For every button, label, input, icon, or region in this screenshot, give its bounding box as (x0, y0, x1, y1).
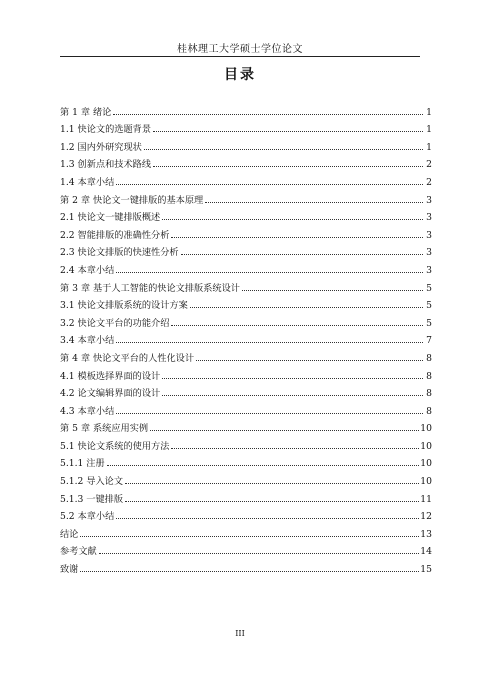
toc-entry[interactable] (60, 557, 432, 575)
toc-entry[interactable] (60, 364, 432, 382)
toc-entry-label: 3.2 快论文平台的功能介绍 (60, 317, 170, 329)
toc-entry-page: 8 (426, 388, 432, 400)
dot-leader (116, 183, 423, 185)
toc-entry[interactable] (60, 469, 432, 487)
dot-leader (116, 517, 419, 519)
dot-leader (205, 201, 423, 203)
toc-entry-label: 5.1.3 一键排版 (60, 493, 124, 505)
toc-entry-label: 3.4 本章小结 (60, 335, 115, 347)
dot-leader (190, 306, 423, 308)
toc-entry[interactable] (60, 294, 432, 312)
toc-entry-page: 2 (426, 176, 432, 188)
dot-leader (113, 113, 423, 115)
toc-entry-label: 2.4 本章小结 (60, 264, 115, 276)
dot-leader (80, 570, 419, 572)
toc-entry-page: 5 (426, 317, 432, 329)
toc-entry-label: 5.1.1 注册 (60, 458, 105, 470)
dot-leader (116, 271, 423, 273)
toc-entry-label: 致谢 (60, 564, 79, 576)
toc-entry[interactable] (60, 346, 432, 364)
toc-entry-page: 3 (426, 229, 432, 241)
toc-entry[interactable] (60, 188, 432, 206)
running-header: 桂林理工大学硕士学位论文 (177, 44, 303, 55)
dot-leader (162, 394, 423, 396)
dot-leader (242, 289, 423, 291)
toc-entry[interactable] (60, 276, 432, 294)
toc-entry-page: 7 (426, 335, 432, 347)
toc-entry-page: 10 (420, 476, 432, 488)
toc-entry-page: 1 (426, 124, 432, 136)
toc-entry-page: 15 (420, 564, 432, 576)
toc-entry[interactable] (60, 417, 432, 435)
toc-entry-page: 3 (426, 247, 432, 259)
dot-leader (196, 359, 423, 361)
toc-entry[interactable] (60, 223, 432, 241)
toc-entry[interactable] (60, 399, 432, 417)
toc-entry-page: 2 (426, 159, 432, 171)
dot-leader (116, 341, 423, 343)
toc-entry-label: 2.2 智能排版的准确性分析 (60, 229, 170, 241)
toc-entry-label: 1.1 快论文的选题背景 (60, 124, 152, 136)
toc-entry-label: 5.2 本章小结 (60, 511, 115, 523)
toc-entry[interactable] (60, 241, 432, 259)
toc-entry-label: 参考文献 (60, 546, 97, 558)
toc-entry-label: 2.1 快论文一键排版概述 (60, 212, 161, 224)
toc-entry-page: 8 (426, 405, 432, 417)
dot-leader (150, 429, 419, 431)
toc-entry-page: 13 (420, 528, 432, 540)
toc-entry-page: 3 (426, 212, 432, 224)
dot-leader (107, 464, 420, 466)
toc-entry-page: 14 (420, 546, 432, 558)
dot-leader (144, 148, 423, 150)
toc-entry-page: 8 (426, 370, 432, 382)
toc-entry[interactable] (60, 522, 432, 540)
toc-entry[interactable] (60, 118, 432, 136)
toc-entry-label: 1.4 本章小结 (60, 176, 115, 188)
toc-entry-label: 第 1 章 绪论 (60, 106, 112, 118)
toc-entry-label: 5.1 快论文系统的使用方法 (60, 440, 170, 452)
toc-entry[interactable] (60, 135, 432, 153)
dot-leader (171, 447, 419, 449)
toc-entry-label: 3.1 快论文排版系统的设计方案 (60, 300, 188, 312)
dot-leader (125, 482, 419, 484)
toc-title: 目录 (224, 67, 256, 83)
page-number: III (235, 629, 245, 638)
toc-entry[interactable] (60, 170, 432, 188)
dot-leader (162, 377, 423, 379)
toc-entry-page: 8 (426, 352, 432, 364)
toc-entry-label: 第 3 章 基于人工智能的快论文排版系统设计 (60, 282, 240, 294)
toc-entry[interactable] (60, 311, 432, 329)
toc-entry-label: 第 5 章 系统应用实例 (60, 423, 149, 435)
toc-entry[interactable] (60, 540, 432, 558)
toc-entry-page: 1 (426, 106, 432, 118)
toc-entry[interactable] (60, 329, 432, 347)
header-divider (60, 56, 420, 57)
dot-leader (80, 535, 419, 537)
dot-leader (99, 552, 420, 554)
toc-entry-label: 1.3 创新点和技术路线 (60, 159, 152, 171)
toc-entry-page: 5 (426, 300, 432, 312)
table-of-contents (60, 100, 432, 575)
toc-entry-page: 11 (420, 493, 432, 505)
toc-entry[interactable] (60, 452, 432, 470)
toc-entry-page: 10 (420, 458, 432, 470)
toc-entry[interactable] (60, 206, 432, 224)
toc-entry[interactable] (60, 505, 432, 523)
toc-entry-page: 10 (420, 440, 432, 452)
toc-entry[interactable] (60, 487, 432, 505)
toc-entry[interactable] (60, 382, 432, 400)
dot-leader (125, 500, 419, 502)
toc-entry[interactable] (60, 153, 432, 171)
toc-entry-label: 2.3 快论文排版的快速性分析 (60, 247, 179, 259)
toc-entry[interactable] (60, 258, 432, 276)
dot-leader (153, 130, 423, 132)
toc-entry-page: 12 (420, 511, 432, 523)
toc-entry-label: 4.3 本章小结 (60, 405, 115, 417)
toc-entry[interactable] (60, 434, 432, 452)
toc-entry-page: 3 (426, 194, 432, 206)
dot-leader (162, 218, 423, 220)
dot-leader (171, 324, 423, 326)
toc-entry-label: 4.1 模板选择界面的设计 (60, 370, 161, 382)
toc-entry-label: 4.2 论文编辑界面的设计 (60, 388, 161, 400)
toc-entry-label: 5.1.2 导入论文 (60, 476, 124, 488)
toc-entry[interactable] (60, 100, 432, 118)
toc-entry-label: 第 4 章 快论文平台的人性化设计 (60, 352, 195, 364)
toc-entry-label: 第 2 章 快论文一键排版的基本原理 (60, 194, 204, 206)
toc-entry-page: 3 (426, 264, 432, 276)
toc-entry-page: 10 (420, 423, 432, 435)
toc-entry-page: 5 (426, 282, 432, 294)
toc-entry-page: 1 (426, 141, 432, 153)
toc-entry-label: 1.2 国内外研究现状 (60, 141, 142, 153)
dot-leader (116, 412, 423, 414)
dot-leader (181, 253, 423, 255)
toc-entry-label: 结论 (60, 528, 79, 540)
dot-leader (153, 165, 423, 167)
dot-leader (171, 236, 423, 238)
